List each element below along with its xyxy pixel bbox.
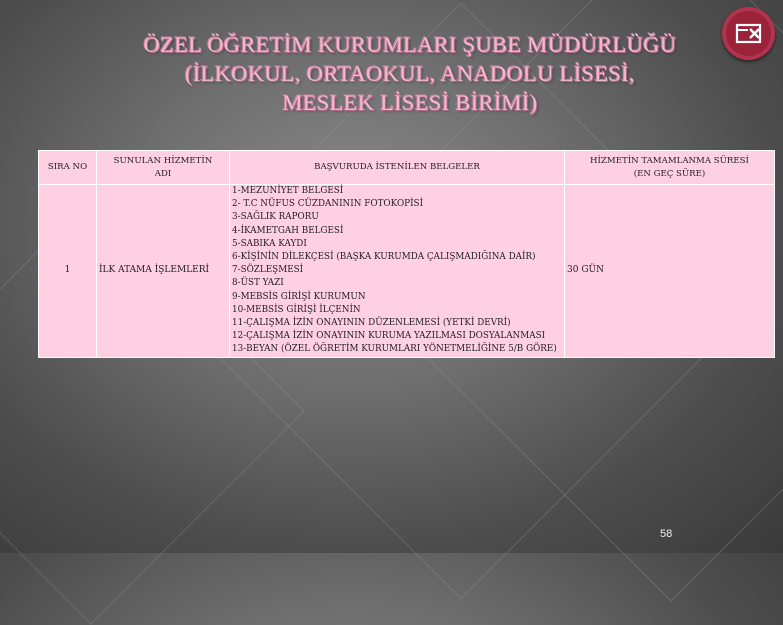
document-item: 2- T.C NÜFUS CÜZDANININ FOTOKOPİSİ	[232, 199, 424, 210]
document-item: 12-ÇALIŞMA İZİN ONAYININ KURUMA YAZILMASI DOSYALANMASI	[232, 331, 546, 342]
document-item: 13-BEYAN (ÖZEL ÖĞRETİM KURUMLARI YÖNETMELİĞİNE 5/B GÖRE)	[232, 344, 557, 355]
cell-sira-no: 1	[39, 185, 97, 358]
document-item: 8-ÜST YAZI	[232, 278, 284, 289]
title-line-2: (İLKOKUL, ORTAOKUL, ANADOLU LİSESİ,	[185, 61, 635, 86]
slide-title	[90, 30, 730, 117]
header-documents: BAŞVURUDA İSTENİLEN BELGELER	[230, 151, 565, 185]
header-time-line-1: HİZMETİN TAMAMLANMA SÜRESİ	[590, 155, 749, 166]
document-item: 11-ÇALIŞMA İZİN ONAYININ DÜZENLEMESİ (YETKİ DEVRİ)	[232, 318, 511, 329]
document-item: 9-MEBSİS GİRİŞİ KURUMUN	[232, 291, 366, 302]
document-item: 10-MEBSİS GİRİŞİ İLÇENİN	[232, 304, 361, 315]
cell-completion-time: 30 GÜN	[565, 185, 775, 358]
document-item: 4-İKAMETGAH BELGESİ	[232, 225, 344, 236]
document-item: 3-SAĞLIK RAPORU	[232, 212, 319, 223]
header-service-line-1: SUNULAN HİZMETİN	[113, 155, 213, 166]
table-row	[39, 185, 775, 358]
header-service-name	[97, 151, 230, 185]
cell-service-name: İLK ATAMA İŞLEMLERİ	[97, 185, 230, 358]
document-item: 6-KİŞİNİN DİLEKÇESİ (BAŞKA KURUMDA ÇALIŞMADIĞINA DAİR)	[232, 252, 536, 263]
table-header-row	[39, 151, 775, 185]
document-item: 7-SÖZLEŞMESİ	[232, 265, 304, 276]
header-completion-time	[565, 151, 775, 185]
close-window-icon	[734, 19, 763, 48]
document-item: 5-SABIKA KAYDI	[232, 238, 307, 249]
title-line-1: ÖZEL ÖĞRETİM KURUMLARI ŞUBE MÜDÜRLÜĞÜ	[143, 32, 677, 57]
title-line-3: MESLEK LİSESİ BİRİMİ)	[282, 90, 538, 115]
header-sira-no: SIRA NO	[39, 151, 97, 185]
document-item: 1-MEZUNİYET BELGESİ	[232, 186, 344, 196]
header-service-line-2: ADI	[154, 168, 172, 179]
page-number: 58	[660, 528, 673, 540]
header-time-line-2: (EN GEÇ SÜRE)	[633, 168, 706, 179]
close-button[interactable]	[722, 7, 775, 60]
cell-documents	[230, 185, 565, 358]
services-table	[38, 150, 775, 358]
